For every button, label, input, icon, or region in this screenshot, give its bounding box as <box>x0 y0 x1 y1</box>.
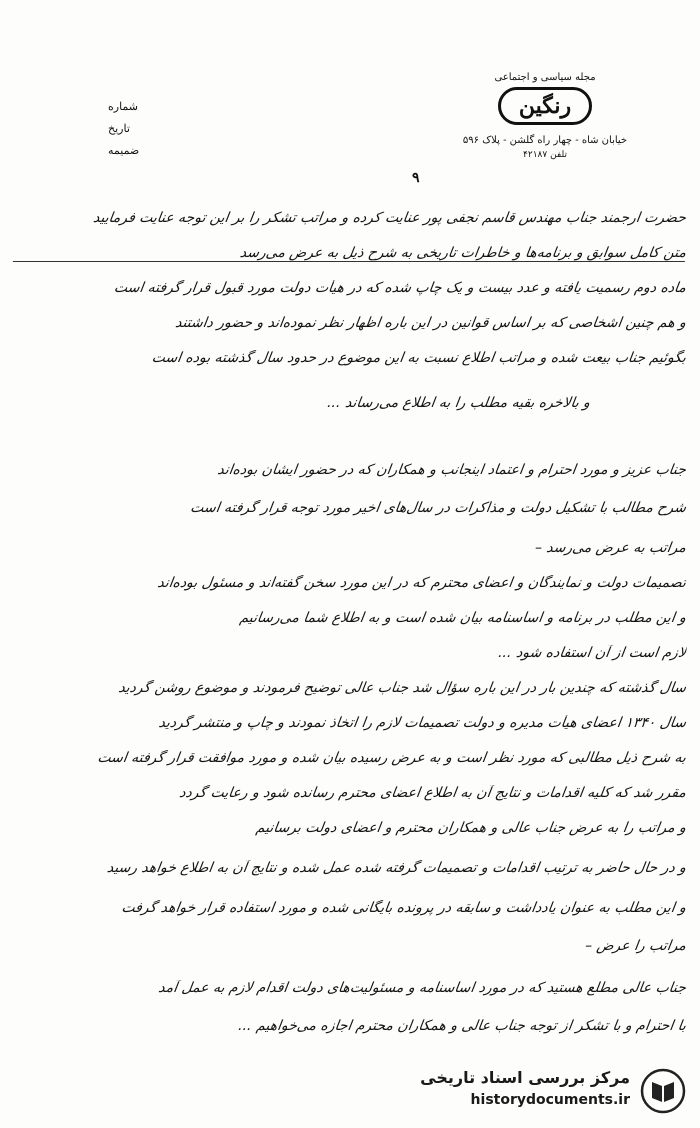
field-attachment: ضمیمه <box>108 144 140 157</box>
field-date: تاریخ <box>108 122 130 135</box>
magazine-subtitle: مجله سیاسی و اجتماعی <box>494 72 596 83</box>
handwriting-line: سال ۱۳۴۰ اعضای هیأت مدیره و دولت تصمیمات لازم را اتخاذ نمودند و چاپ و منتشر گردید <box>157 715 688 731</box>
magazine-address: خیابان شاه - چهار راه گلشن - پلاک ۵۹۶ <box>462 135 628 146</box>
watermark-url: historydocuments.ir <box>470 1092 630 1108</box>
handwriting-line: و مراتب را به عرض جناب عالی و همکاران محترم و اعضای دولت برسانیم <box>254 820 688 836</box>
handwriting-line: و این مطلب در برنامه و اساسنامه بیان شده است و به اطلاع شما می‌رسانیم <box>238 610 688 626</box>
handwriting-line: شرح مطالب با تشکیل دولت و مذاکرات در سال‌های اخیر مورد توجه قرار گرفته است <box>189 500 688 516</box>
book-icon <box>640 1068 686 1114</box>
handwriting-line: سال گذشته که چندین بار در این باره سؤال شد جناب عالی توضیح فرمودند و موضوع روشن گردید <box>117 680 688 696</box>
handwriting-line: متن کامل سوابق و برنامه‌ها و خاطرات تاریخی به شرح ذیل به عرض می‌رسد <box>13 245 687 262</box>
handwriting-line: مراتب به عرض می‌رسد – <box>533 540 688 556</box>
handwriting-line: تصمیمات دولت و نمایندگان و اعضای محترم که در این مورد سخن گفته‌اند و مسئول بوده‌اند <box>156 575 688 591</box>
letterhead <box>430 72 660 160</box>
handwriting-line: مراتب را عرض – <box>584 938 688 954</box>
handwriting-line: و این مطلب به عنوان یادداشت و سابقه در پرونده بایگانی شده و مورد استفاده قرار خواهد گرفت <box>120 900 688 916</box>
handwriting-line: با احترام و با تشکر از توجه جناب عالی و همکاران محترم اجازه می‌خواهیم ... <box>237 1018 688 1034</box>
handwriting-line: ماده دوم رسمیت یافته و عدد بیست و یک چاپ شده که در هیأت دولت مورد قبول قرار گرفته است <box>112 280 688 296</box>
handwriting-line: جناب عالی مطلع هستید که در مورد اساسنامه و مسئولیت‌های دولت اقدام لازم به عمل آمد <box>157 980 688 996</box>
handwriting-line: و بالاخره بقیه مطلب را به اطلاع می‌رساند ... <box>326 395 592 411</box>
handwriting-line: و هم چنین اشخاصی که بر اساس قوانین در این باره اظهار نظر نموده‌اند و حضور داشتند <box>174 315 688 331</box>
handwriting-line: مقرر شد که کلیه اقدامات و نتایج آن به اطلاع اعضای محترم رسانده شود و رعایت گردد <box>178 785 688 801</box>
letterhead-fields <box>108 96 228 162</box>
magazine-phone: تلفن ۴۲۱۸۷ <box>523 150 567 160</box>
handwriting-line: لازم است از آن استفاده شود ... <box>497 645 688 661</box>
field-number: شماره <box>108 100 139 113</box>
handwriting-line: حضرت ارجمند جناب مهندس قاسم نجفی‌‌ پور عنایت کرده و مراتب تشکر را بر این توجه عنایت فرمایید <box>92 210 688 226</box>
handwriting-line: و در حال حاضر به ترتیب اقدامات و تصمیمات گرفته شده عمل شده و نتایج آن به اطلاع خواهد رسید <box>105 860 688 876</box>
handwriting-line: جناب عزیز و مورد احترام و اعتماد اینجانب و همکاران که در حضور ایشان بوده‌اند <box>216 462 688 478</box>
handwriting-line: به شرح ذیل مطالبی که مورد نظر است و به عرض رسیده بیان شده و مورد موافقت قرار گرفته است <box>96 750 688 766</box>
watermark-title: مرکز بررسی اسناد تاریخی <box>420 1068 630 1087</box>
handwriting-line: بگوئیم جناب بیعت شده و مراتب اطلاع نسبت به این موضوع در حدود سال گذشته بوده است <box>150 350 688 366</box>
watermark <box>396 1062 686 1118</box>
page-mark: ٩ <box>412 170 420 186</box>
magazine-logo: رنگین <box>498 87 592 125</box>
